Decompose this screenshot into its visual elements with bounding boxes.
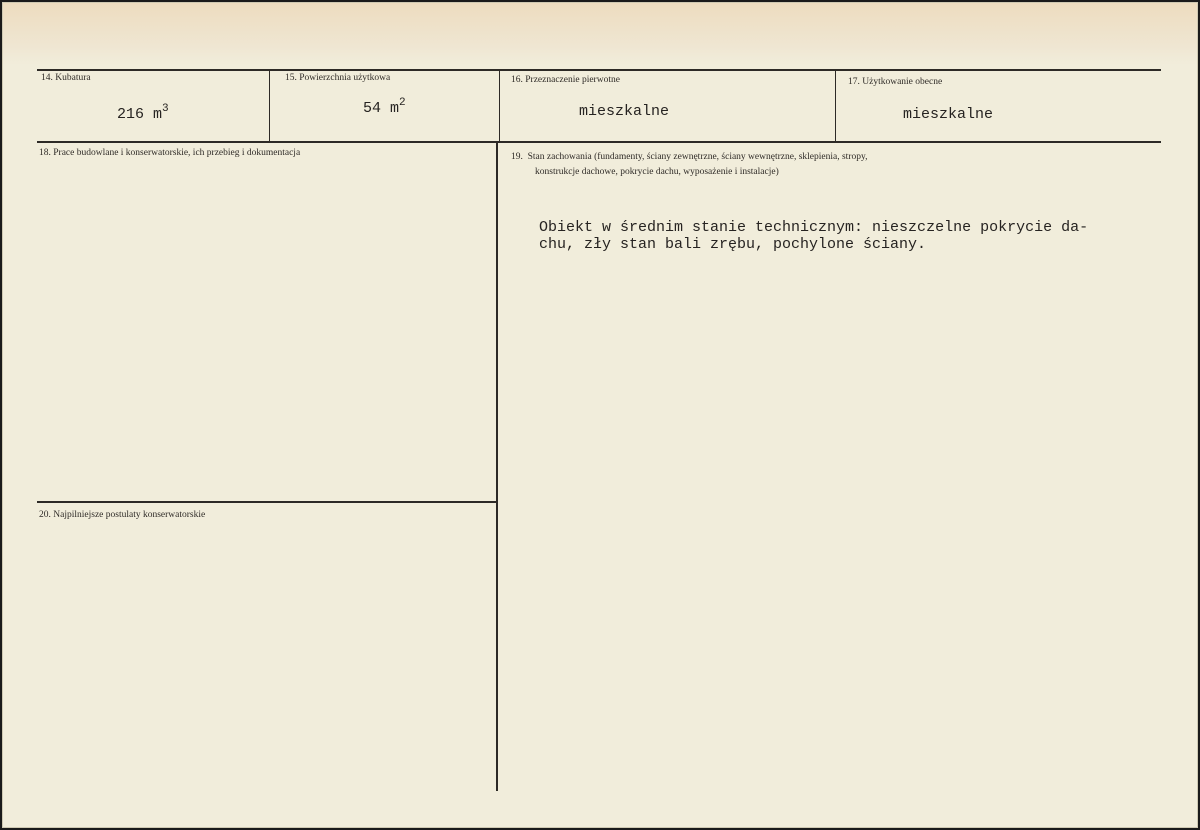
field-16-value: mieszkalne	[579, 103, 670, 120]
field-16-label: 16. Przeznaczenie pierwotne	[511, 75, 620, 85]
card-top-band	[3, 3, 1197, 65]
lower-vertical-divider	[496, 143, 498, 791]
divider-15-16	[499, 69, 500, 142]
field-19-label-line-1: 19. Stan zachowania (fundamenty, ściany zewnętrzne, ściany wewnętrzne, sklepienia, stropy,	[511, 152, 868, 162]
field-14-value	[117, 103, 169, 124]
middle-rule	[37, 141, 1161, 143]
field-15-exponent: 2	[399, 97, 406, 109]
field-19-text-line-1: Obiekt w średnim stanie technicznym: nieszczelne pokrycie da-	[539, 219, 1089, 236]
field-17-label: 17. Użytkowanie obecne	[848, 77, 943, 87]
field-15-label: 15. Powierzchnia użytkowa	[285, 73, 391, 83]
field-20-label: 20. Najpilniejsze postulaty konserwatorskie	[39, 510, 206, 520]
field-14-number: 216 m	[117, 106, 163, 123]
field-19-text	[539, 219, 1159, 253]
divider-16-17	[835, 69, 836, 142]
top-rule	[37, 69, 1161, 71]
divider-14-15	[269, 69, 270, 142]
field-14-label: 14. Kubatura	[41, 73, 91, 83]
field-19-text-line-2: chu, zły stan bali zrębu, pochylone ściany.	[539, 236, 927, 253]
record-card	[2, 2, 1198, 828]
field-18-label: 18. Prace budowlane i konserwatorskie, ich przebieg i dokumentacja	[39, 148, 301, 158]
field-15-number: 54 m	[363, 100, 400, 117]
field-19-label-line-2: konstrukcje dachowe, pokrycie dachu, wyposażenie i instalacje)	[535, 167, 779, 177]
field-17-value: mieszkalne	[903, 106, 994, 123]
section-20-rule	[37, 501, 497, 503]
field-14-exponent: 3	[162, 103, 169, 115]
field-15-value	[363, 97, 406, 118]
